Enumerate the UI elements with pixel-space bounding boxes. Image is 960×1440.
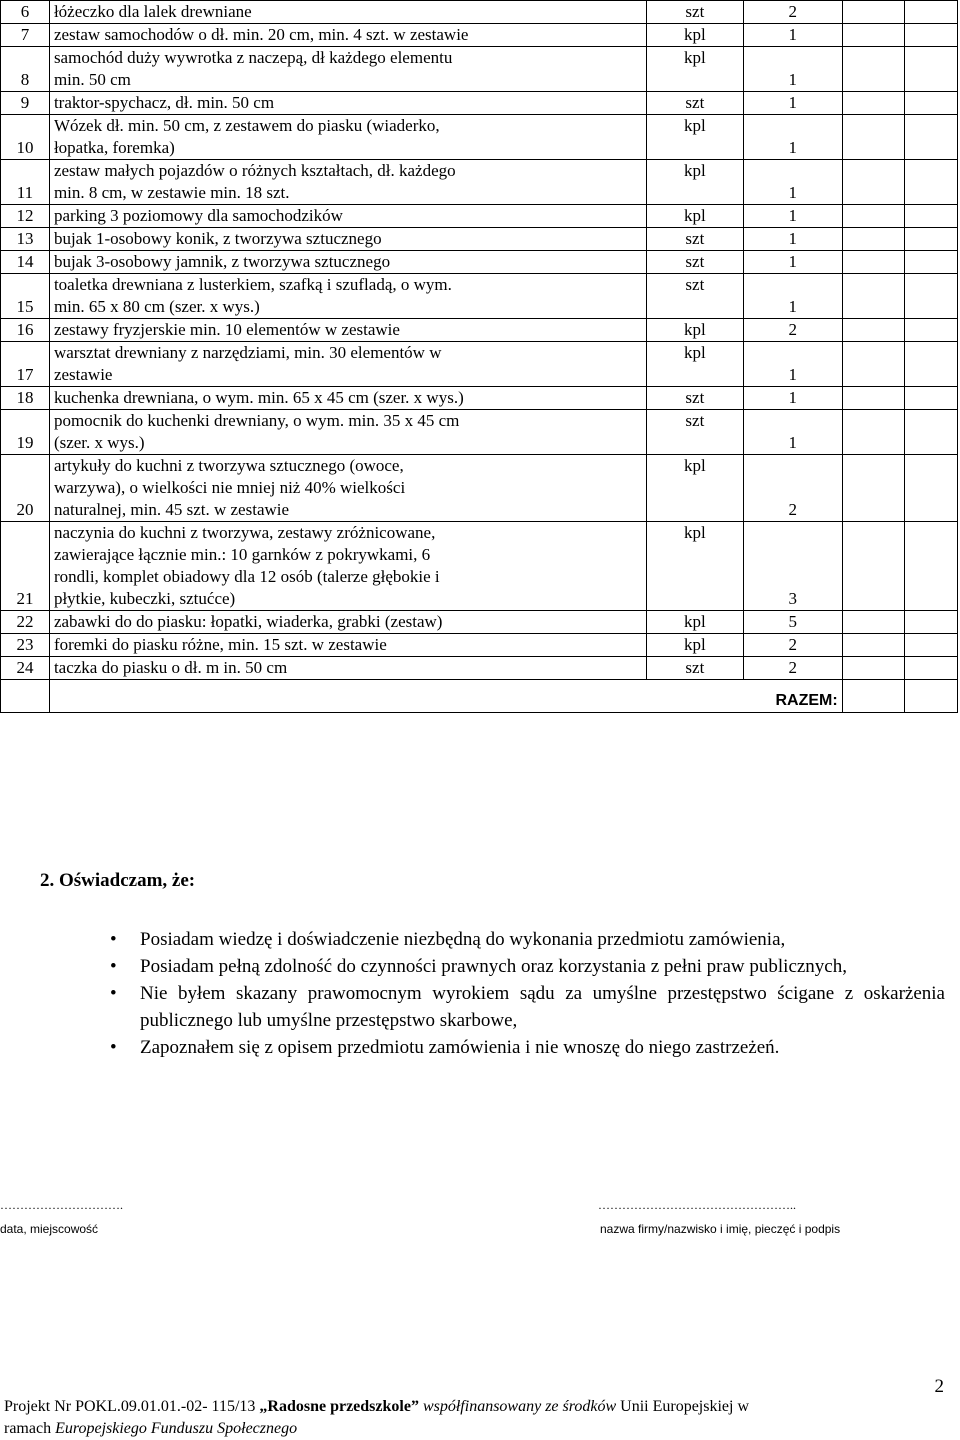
footer-eu: Unii Europejskiej w xyxy=(616,1398,750,1415)
item-price-cell xyxy=(842,115,904,160)
item-name xyxy=(49,205,646,228)
table-row xyxy=(1,47,958,92)
item-quantity: 2 xyxy=(743,319,842,342)
item-total-cell xyxy=(904,1,957,24)
item-name xyxy=(49,1,646,24)
table-row xyxy=(1,410,958,455)
item-name-line: toaletka drewniana z lusterkiem, szafką i szufladą, o wym. xyxy=(53,275,452,294)
item-total-cell xyxy=(904,24,957,47)
item-quantity: 1 xyxy=(743,115,842,160)
table-row xyxy=(1,634,958,657)
item-name-line: warzywa), o wielkości nie mniej niż 40% wielkości xyxy=(53,478,406,497)
item-price-cell xyxy=(842,92,904,115)
table-row xyxy=(1,1,958,24)
item-name-line: samochód duży wywrotka z naczepą, dł każdego elementu xyxy=(53,48,453,67)
item-total-cell xyxy=(904,522,957,611)
item-unit: szt xyxy=(646,1,743,24)
item-quantity: 1 xyxy=(743,47,842,92)
row-number: 15 xyxy=(1,274,50,319)
item-unit: szt xyxy=(646,251,743,274)
table-row xyxy=(1,251,958,274)
row-number: 16 xyxy=(1,319,50,342)
item-unit: kpl xyxy=(646,319,743,342)
item-unit: kpl xyxy=(646,342,743,387)
table-row xyxy=(1,387,958,410)
item-price-cell xyxy=(842,228,904,251)
item-name-line: naturalnej, min. 45 szt. w zestawie xyxy=(53,500,290,519)
footer-project: Projekt Nr POKL.09.01.01.-02- 115/13 xyxy=(4,1398,256,1415)
item-quantity: 1 xyxy=(743,387,842,410)
items-table-body xyxy=(1,1,958,680)
item-name xyxy=(49,387,646,410)
row-number: 11 xyxy=(1,160,50,205)
item-name-line: łóżeczko dla lalek drewniane xyxy=(53,2,252,21)
item-name xyxy=(49,611,646,634)
item-quantity: 1 xyxy=(743,24,842,47)
item-unit: szt xyxy=(646,410,743,455)
sum-total-cell xyxy=(904,680,957,713)
item-name-line: zestawy fryzjerskie min. 10 elementów w zestawie xyxy=(53,320,400,339)
item-name-line: artykuły do kuchni z tworzywa sztucznego (owoce, xyxy=(53,456,404,475)
row-number: 14 xyxy=(1,251,50,274)
item-unit: kpl xyxy=(646,24,743,47)
sum-row xyxy=(1,680,958,713)
item-name-line: kuchenka drewniana, o wym. min. 65 x 45 cm (szer. x wys.) xyxy=(53,388,464,407)
item-price-cell xyxy=(842,387,904,410)
sum-label: RAZEM: xyxy=(49,680,842,713)
item-name-line: parking 3 poziomowy dla samochodzików xyxy=(53,206,343,225)
item-total-cell xyxy=(904,634,957,657)
item-name-line: min. 65 x 80 cm (szer. x wys.) xyxy=(53,297,260,316)
item-name-line: (szer. x wys.) xyxy=(53,433,145,452)
item-total-cell xyxy=(904,228,957,251)
item-price-cell xyxy=(842,160,904,205)
item-total-cell xyxy=(904,319,957,342)
item-price-cell xyxy=(842,634,904,657)
item-name-line: płytkie, kubeczki, sztućce) xyxy=(53,589,236,608)
item-total-cell xyxy=(904,611,957,634)
item-quantity: 1 xyxy=(743,410,842,455)
item-price-cell xyxy=(842,24,904,47)
item-total-cell xyxy=(904,92,957,115)
table-row xyxy=(1,455,958,522)
item-price-cell xyxy=(842,319,904,342)
item-name-line: zabawki do do piasku: łopatki, wiaderka, grabki (zestaw) xyxy=(53,612,443,631)
item-quantity: 1 xyxy=(743,160,842,205)
item-price-cell xyxy=(842,657,904,680)
item-name-line: min. 50 cm xyxy=(53,70,131,89)
item-name-line: zawierające łącznie min.: 10 garnków z pokrywkami, 6 xyxy=(53,545,431,564)
item-name xyxy=(49,634,646,657)
item-price-cell xyxy=(842,1,904,24)
item-name xyxy=(49,92,646,115)
sum-cell-empty xyxy=(1,680,50,713)
item-total-cell xyxy=(904,274,957,319)
item-unit: kpl xyxy=(646,205,743,228)
item-total-cell xyxy=(904,387,957,410)
items-table xyxy=(0,0,958,713)
footer-framework: ramach xyxy=(4,1420,56,1437)
item-quantity: 2 xyxy=(743,634,842,657)
item-name-line: taczka do piasku o dł. m in. 50 cm xyxy=(53,658,288,677)
footer xyxy=(4,1396,924,1440)
signature-right-dots: ………………………………………….. xyxy=(598,1198,796,1212)
item-total-cell xyxy=(904,47,957,92)
declarations-list xyxy=(110,926,945,1061)
row-number: 18 xyxy=(1,387,50,410)
item-unit: kpl xyxy=(646,115,743,160)
item-name-line: zestawie xyxy=(53,365,113,384)
table-row xyxy=(1,24,958,47)
item-quantity: 1 xyxy=(743,251,842,274)
item-price-cell xyxy=(842,410,904,455)
declaration-text: Posiadam wiedzę i doświadczenie niezbędną do wykonania przedmiotu zamówienia, xyxy=(140,929,786,950)
item-quantity: 3 xyxy=(743,522,842,611)
item-name xyxy=(49,319,646,342)
item-name-line: foremki do piasku różne, min. 15 szt. w zestawie xyxy=(53,635,387,654)
item-price-cell xyxy=(842,522,904,611)
table-row xyxy=(1,319,958,342)
item-unit: kpl xyxy=(646,611,743,634)
item-name-line: warsztat drewniany z narzędziami, min. 30 elementów w xyxy=(53,343,442,362)
item-total-cell xyxy=(904,657,957,680)
item-price-cell xyxy=(842,342,904,387)
item-name xyxy=(49,228,646,251)
item-quantity: 1 xyxy=(743,274,842,319)
item-name xyxy=(49,251,646,274)
item-name xyxy=(49,522,646,611)
item-name xyxy=(49,160,646,205)
item-name-line: rondli, komplet obiadowy dla 12 osób (talerze głębokie i xyxy=(53,567,440,586)
row-number: 23 xyxy=(1,634,50,657)
declaration-text: Nie byłem skazany prawomocnym wyrokiem sądu za umyślne przestępstwo ścigane z oskarżenia publicznego lub umyślne przestępstwo skarbowe, xyxy=(140,983,945,1031)
declaration-text: Posiadam pełną zdolność do czynności prawnych oraz korzystania z pełni praw publicznych, xyxy=(140,956,847,977)
item-unit: kpl xyxy=(646,160,743,205)
item-quantity: 2 xyxy=(743,455,842,522)
signature-left-label: data, miejscowość xyxy=(0,1222,99,1236)
item-total-cell xyxy=(904,410,957,455)
page-number: 2 xyxy=(934,1376,944,1397)
item-unit: szt xyxy=(646,228,743,251)
signature-left-dots: …………………………. xyxy=(0,1198,123,1212)
item-price-cell xyxy=(842,251,904,274)
table-row xyxy=(1,115,958,160)
row-number: 8 xyxy=(1,47,50,92)
row-number: 9 xyxy=(1,92,50,115)
item-unit: kpl xyxy=(646,522,743,611)
item-unit: kpl xyxy=(646,634,743,657)
item-quantity: 2 xyxy=(743,1,842,24)
item-name-line: łopatka, foremka) xyxy=(53,138,175,157)
item-price-cell xyxy=(842,274,904,319)
item-unit: szt xyxy=(646,274,743,319)
item-price-cell xyxy=(842,47,904,92)
table-row xyxy=(1,92,958,115)
item-total-cell xyxy=(904,251,957,274)
row-number: 7 xyxy=(1,24,50,47)
table-row xyxy=(1,274,958,319)
row-number: 20 xyxy=(1,455,50,522)
item-name-line: zestaw samochodów o dł. min. 20 cm, min. 4 szt. w zestawie xyxy=(53,25,469,44)
item-quantity: 1 xyxy=(743,342,842,387)
item-price-cell xyxy=(842,455,904,522)
item-name xyxy=(49,410,646,455)
table-row xyxy=(1,611,958,634)
declaration-item xyxy=(110,980,945,1034)
item-name-line: pomocnik do kuchenki drewniany, o wym. min. 35 x 45 cm xyxy=(53,411,460,430)
table-row xyxy=(1,657,958,680)
bullet-icon: • xyxy=(110,983,117,1004)
item-name xyxy=(49,342,646,387)
item-name xyxy=(49,657,646,680)
item-name-line: min. 8 cm, w zestawie min. 18 szt. xyxy=(53,183,290,202)
item-price-cell xyxy=(842,611,904,634)
table-row xyxy=(1,228,958,251)
table-row xyxy=(1,342,958,387)
item-quantity: 5 xyxy=(743,611,842,634)
signature-right-label: nazwa firmy/nazwisko i imię, pieczęć i podpis xyxy=(600,1222,841,1236)
item-name xyxy=(49,455,646,522)
row-number: 17 xyxy=(1,342,50,387)
row-number: 19 xyxy=(1,410,50,455)
row-number: 10 xyxy=(1,115,50,160)
item-name xyxy=(49,274,646,319)
table-row xyxy=(1,205,958,228)
item-name-line: naczynia do kuchni z tworzywa, zestawy zróżnicowane, xyxy=(53,523,436,542)
row-number: 6 xyxy=(1,1,50,24)
declaration-text: Zapoznałem się z opisem przedmiotu zamówienia i nie wnoszę do niego zastrzeżeń. xyxy=(140,1037,780,1058)
item-name-line: bujak 3-osobowy jamnik, z tworzywa sztucznego xyxy=(53,252,391,271)
table-row xyxy=(1,522,958,611)
item-name xyxy=(49,115,646,160)
sum-price-cell xyxy=(842,680,904,713)
row-number: 21 xyxy=(1,522,50,611)
table-row xyxy=(1,160,958,205)
row-number: 12 xyxy=(1,205,50,228)
footer-title: „Radosne przedszkole” xyxy=(255,1398,423,1415)
bullet-icon: • xyxy=(110,1037,117,1058)
item-unit: kpl xyxy=(646,455,743,522)
item-unit: szt xyxy=(646,657,743,680)
item-total-cell xyxy=(904,205,957,228)
bullet-icon: • xyxy=(110,956,117,977)
row-number: 22 xyxy=(1,611,50,634)
item-quantity: 2 xyxy=(743,657,842,680)
bullet-icon: • xyxy=(110,929,117,950)
item-unit: kpl xyxy=(646,47,743,92)
row-number: 13 xyxy=(1,228,50,251)
item-name-line: traktor-spychacz, dł. min. 50 cm xyxy=(53,93,275,112)
item-name-line: bujak 1-osobowy konik, z tworzywa sztucznego xyxy=(53,229,382,248)
item-unit: szt xyxy=(646,92,743,115)
footer-cofinanced: współfinansowany ze środków xyxy=(422,1398,617,1415)
item-total-cell xyxy=(904,115,957,160)
item-unit: szt xyxy=(646,387,743,410)
item-total-cell xyxy=(904,160,957,205)
declaration-item xyxy=(110,953,945,980)
item-name xyxy=(49,24,646,47)
item-total-cell xyxy=(904,342,957,387)
footer-fund: Europejskiego Funduszu Społecznego xyxy=(55,1420,298,1437)
section-title: 2. Oświadczam, że: xyxy=(40,870,196,891)
item-total-cell xyxy=(904,455,957,522)
item-quantity: 1 xyxy=(743,228,842,251)
item-quantity: 1 xyxy=(743,92,842,115)
item-name xyxy=(49,47,646,92)
item-quantity: 1 xyxy=(743,205,842,228)
item-name-line: zestaw małych pojazdów o różnych kształtach, dł. każdego xyxy=(53,161,456,180)
row-number: 24 xyxy=(1,657,50,680)
declaration-item xyxy=(110,926,945,953)
item-price-cell xyxy=(842,205,904,228)
item-name-line: Wózek dł. min. 50 cm, z zestawem do piasku (wiaderko, xyxy=(53,116,440,135)
declaration-item xyxy=(110,1034,945,1061)
